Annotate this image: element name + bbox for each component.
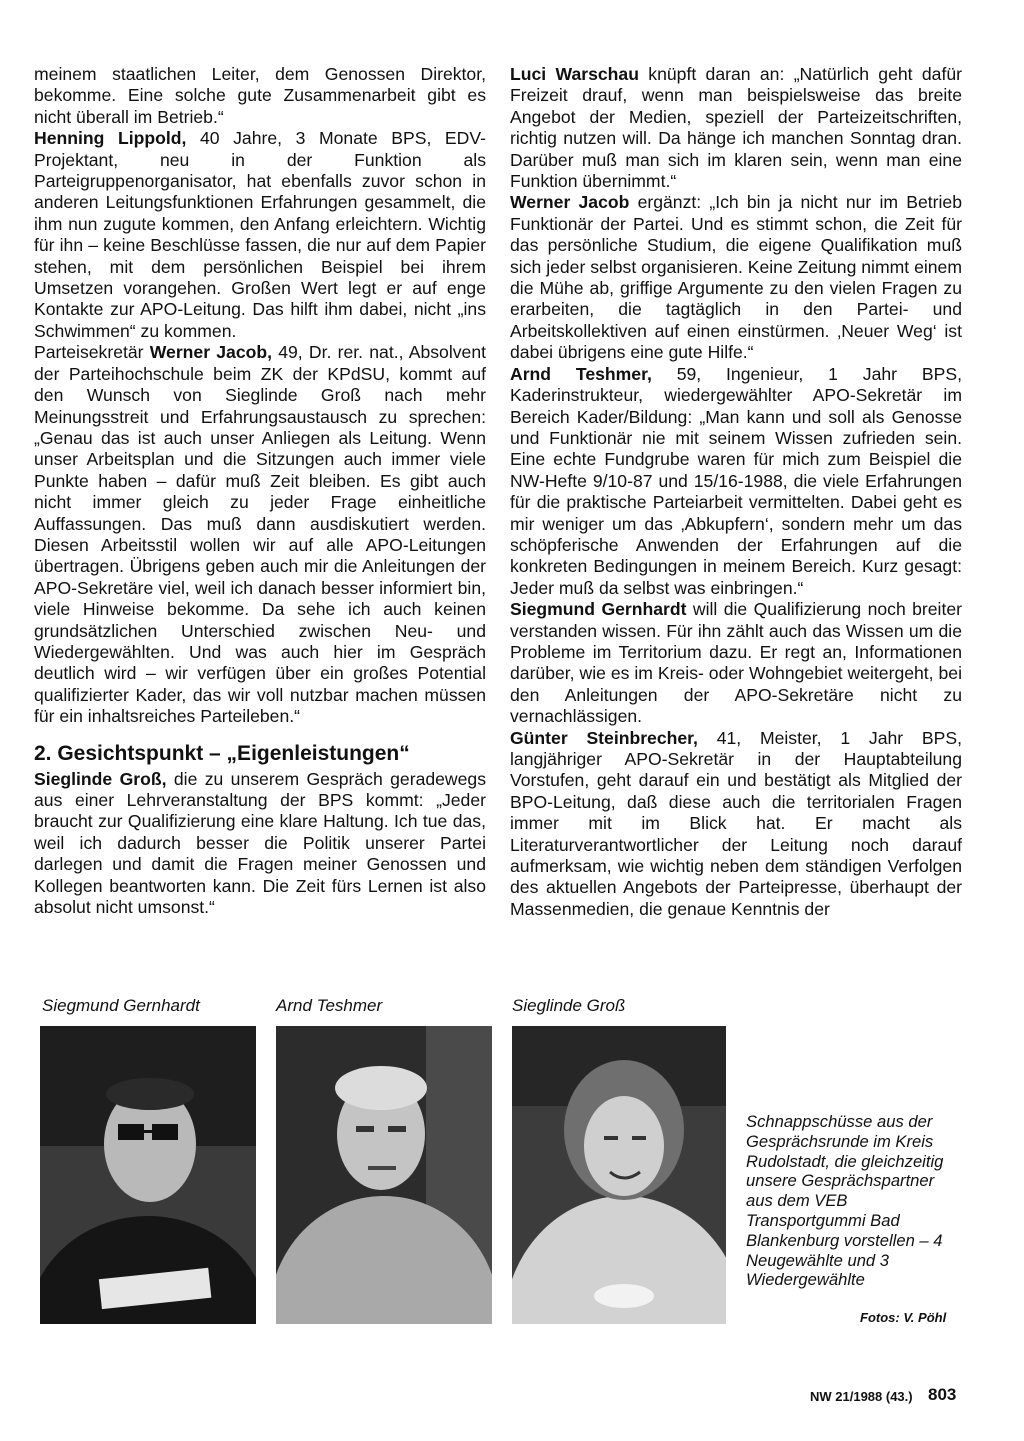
person-name: Luci Warschau (510, 64, 639, 84)
photo-side-caption: Schnappschüsse aus der Gesprächsrunde im Kreis Rudolstadt, die gleichzeitig unsere Gesprächspartner aus dem VEB Transportgummi Bad Blankenburg vorstellen – 4 Neugewählte und 3 Wiedergewählte (746, 1112, 944, 1290)
person-name: Sieglinde Groß, (34, 768, 167, 789)
paragraph-text: will die Qualifizierung noch breiter verstanden wissen. Für ihn zählt auch das Wissen um die Probleme im Territorium dazu. Er regt an, Informationen darüber, wie es im Kreis- oder Wohngebiet weitergeht, bei den Anleitungen der APO-Sekretäre nicht zu vernachlässigen. (510, 599, 962, 727)
paragraph-jacob-2 (510, 192, 962, 363)
person-name: Werner Jacob (510, 192, 630, 213)
paragraph-text: ergänzt: „Ich bin ja nicht nur im Betrieb Funktionär der Partei. Und es stimmt schon, die Zeit für das persönliche Studium, die eigene Qualifikation muß sich jeder selbst organisieren. Keine Zeitung nimmt einem die Mühe ab, griffige Argumente zu den vielen Fragen zu erarbeiten, die tagtäglich in den Partei- und Arbeitskollektiven auf einen einstürmen. ‚Neuer Weg‘ ist dabei übrigens eine gute Hilfe.“ (510, 192, 962, 363)
photo-teshmer (276, 1026, 492, 1324)
photo-gernhardt (40, 1026, 256, 1324)
person-name: Günter Steinbrecher, (510, 727, 698, 748)
paragraph-text: 40 Jahre, 3 Monate BPS, EDV-Projektant, neu in der Funktion als Parteigruppenorganisator, hat ebenfalls zuvor schon in anderen Leitungsfunktionen Erfahrungen gesammelt, die ihm nun zugute kommen, den Anfang erleichtern. Wichtig für ihn – keine Beschlüsse fassen, die nur auf dem Papier stehen, mit dem persönlichen Beispiel bei ihrem Umsetzen vorangehen. Großen Wert legt er auf enge Kontakte zur APO-Leitung. Das hilft ihm dabei, nicht „ins Schwimmen“ zu kommen. (34, 128, 486, 341)
paragraph-gernhardt (510, 599, 962, 727)
paragraph-text: 59, Ingenieur, 1 Jahr BPS, Kaderinstrukteur, wiedergewählter APO-Sekretär im Bereich Kader/Bildung: „Man kann und soll als Genosse und Funktionär nie mit seinem Wissen zufrieden sein. Eine echte Fundgrube waren für mich zum Beispiel die NW-Hefte 9/10-87 und 15/16-1988, die viele Erfahrungen für die praktische Parteiarbeit vermittelten. Dabei geht es mir weniger um das ‚Abkupfern‘, sondern mehr um das schöpferische Anwenden der Erfahrungen auf die konkreten Bedingungen in meinem Bereich. Kurz gesagt: Jeder muß da selbst was einbringen.“ (510, 363, 962, 598)
paragraph-text: knüpft daran an: „Natürlich geht dafür Freizeit drauf, wenn man beispielsweise das breite Angebot der Medien, speziell der Parteizeitschriften, richtig nutzen will. Da hänge ich manchen Sonntag dran. Darüber muß man sich im klaren sein, wenn man eine Funktion übernimmt.“ (510, 64, 962, 192)
paragraph-text: 41, Meister, 1 Jahr BPS, langjähriger APO-Sekretär in der Hauptabteilung Vorstufen, geht darauf ein und bestätigt als Mitglied der BPO-Leitung, daß diese auch die territorialen Fragen immer mit im Blick hat. Er macht als Literaturverantwortlicher der Leitung noch darauf aufmerksam, wie wichtig neben dem ständigen Verfolgen des aktuellen Angebots der Parteipresse, überhaupt der Massenmedien, die genaue Kenntnis der (510, 727, 962, 919)
photo-gross (512, 1026, 726, 1324)
paragraph-text: 49, Dr. rer. nat., Absolvent der Parteihochschule beim ZK der KPdSU, kommt auf den Wunsch von Sieglinde Groß nach mehr Meinungsstreit und Erfahrungsaustausch zu sprechen: „Genau das ist auch unser Anliegen als Leitung. Wenn unser Arbeitsplan und die Sitzungen auch immer viele Punkte haben – dafür muß Zeit bleiben. Es gibt auch nicht immer gleich zu jeder Frage einheitliche Auffassungen. Das muß dann ausdiskutiert werden. Diesen Arbeitsstil wollen wir auf alle APO-Leitungen übertragen. Übrigens geben auch mir die Anleitungen der APO-Sekretäre viel, weil ich danach besser informiert bin, viele Hinweise bekomme. Da sehe ich auch keinen grundsätzlichen Unterschied zwischen Neu- und Wiedergewählten. Und was auch hier im Gespräch deutlich wird – wir verfügen über ein großes Potential qualifizierter Kader, das wir voll nutzbar machen müssen für ein inhaltsreiches Parteileben.“ (34, 342, 487, 727)
person-name: Arnd Teshmer, (510, 363, 652, 384)
paragraph-continuation: meinem staatlichen Leiter, dem Genossen Direktor, bekomme. Eine solche gute Zusammenarbeit gibt es nicht überall im Betrieb.“ (34, 64, 486, 127)
person-name: Henning Lippold, (34, 128, 187, 149)
portrait-woman-image (512, 1026, 726, 1324)
photo-caption-gross: Sieglinde Groß (512, 996, 626, 1015)
page-number: 803 (928, 1385, 957, 1404)
paragraph-gross (34, 769, 486, 919)
paragraph-lippold (34, 128, 486, 342)
portrait-man-glasses-image (40, 1026, 256, 1324)
photo-caption-teshmer: Arnd Teshmer (276, 996, 383, 1015)
paragraph-steinbrecher (510, 728, 962, 921)
person-name: Siegmund Gernhardt (510, 599, 687, 620)
footer-issue: NW 21/1988 (43.) (810, 1389, 913, 1404)
paragraph-teshmer (510, 364, 962, 599)
right-text-column (510, 64, 962, 920)
paragraph-text: die zu unserem Gespräch geradewegs aus einer Lehrveranstaltung der BPS kommt: „Jeder braucht zur Qualifizierung eine klare Haltung. Ich tue das, weil ich dadurch besser die Politik unserer Partei darlegen und damit die Fragen meiner Genossen und Kollegen beantworten kann. Die Zeit fürs Lernen ist also absolut nicht umsonst.“ (34, 768, 486, 918)
person-name: Werner Jacob, (149, 342, 273, 363)
photo-credit: Fotos: V. Pöhl (860, 1310, 947, 1325)
left-text-column (34, 64, 486, 918)
paragraph-jacob (34, 342, 486, 727)
portrait-man-grey-hair-image (276, 1026, 492, 1324)
paragraph-prefix: Parteisekretär (34, 342, 150, 363)
photo-caption-gernhardt: Siegmund Gernhardt (42, 996, 200, 1015)
paragraph-warschau (510, 64, 962, 192)
section-heading: 2. Gesichtspunkt – „Eigenleistungen“ (34, 741, 410, 765)
